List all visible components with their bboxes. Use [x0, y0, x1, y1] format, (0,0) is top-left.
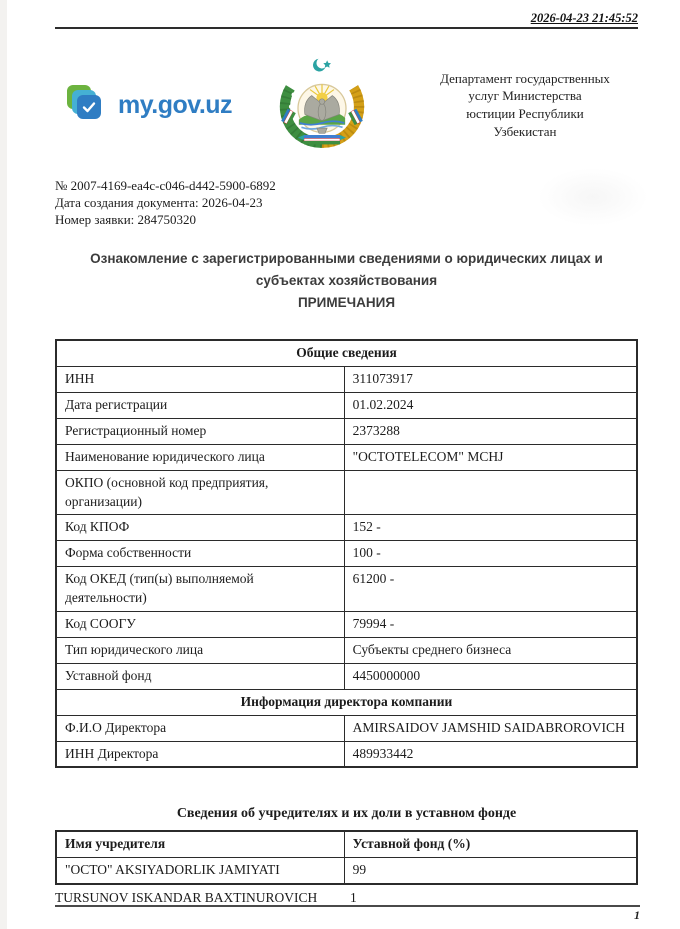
table-row [56, 470, 637, 515]
table-row [56, 393, 637, 419]
department-line: услуг Министерства [468, 88, 582, 104]
row-value: "OCTOTELECOM" MCHJ [344, 444, 637, 470]
section-header-director: Информация директора компании [56, 689, 637, 715]
issuing-department [412, 70, 638, 140]
table-section-header-row [56, 340, 637, 366]
row-value: 311073917 [344, 367, 637, 393]
table-row [56, 637, 637, 663]
table-row [56, 663, 637, 689]
founder-share: 1 [349, 890, 357, 906]
table-row [56, 612, 637, 638]
row-label: Ф.И.О Директора [56, 715, 344, 741]
row-value [344, 470, 637, 515]
department-line: Узбекистан [493, 123, 557, 139]
row-label: Форма собственности [56, 541, 344, 567]
uzbekistan-emblem-icon [279, 57, 365, 153]
logo-checkmark-icon [77, 95, 101, 119]
department-line: Департамент государственных [440, 70, 610, 86]
founder-share: 99 [344, 858, 637, 884]
header-rule [55, 0, 638, 29]
page-footer [55, 905, 640, 923]
row-value: 2373288 [344, 418, 637, 444]
row-label: Регистрационный номер [56, 418, 344, 444]
table-section-header-row [56, 689, 637, 715]
table-row [56, 444, 637, 470]
table-row [56, 858, 637, 884]
row-value: 152 - [344, 515, 637, 541]
founder-name: "OCTO" AKSIYADORLIK JAMIYATI [56, 858, 344, 884]
section-header-general: Общие сведения [56, 340, 637, 366]
document-page [55, 0, 638, 906]
department-line: юстиции Республики [466, 106, 584, 121]
faint-stamp-remnant [538, 168, 648, 226]
row-value: 489933442 [344, 741, 637, 767]
row-value: 79994 - [344, 612, 637, 638]
row-value: 4450000000 [344, 663, 637, 689]
mygovuz-logo-icon [67, 85, 107, 125]
general-info-table [55, 339, 638, 768]
application-number: Номер заявки: 284750320 [55, 212, 197, 228]
document-title-main: Ознакомление с зарегистрированными сведениями о юридических лицах и субъектах хозяйствования [90, 251, 603, 289]
founders-overflow-row [55, 890, 638, 906]
row-label: Код ОКЕД (тип(ы) выполняемой деятельности) [56, 567, 344, 612]
founder-name: TURSUNOV ISKANDAR BAXTINUROVICH [55, 890, 318, 906]
table-row [56, 741, 637, 767]
document-number: № 2007-4169-ea4c-c046-d442-5900-6892 [55, 178, 276, 193]
table-row [56, 515, 637, 541]
row-value: Субъекты среднего бизнеса [344, 637, 637, 663]
row-label: ИНН Директора [56, 741, 344, 767]
row-label: Наименование юридического лица [56, 444, 344, 470]
founders-table [55, 830, 638, 885]
founders-section-title: Сведения об учредителях и их доли в уставном фонде [176, 806, 517, 822]
row-label: ОКПО (основной код предприятия, организации) [56, 470, 344, 515]
creation-date: Дата создания документа: 2026-04-23 [55, 195, 263, 211]
row-label: Тип юридического лица [56, 637, 344, 663]
table-row [56, 567, 637, 612]
document-header [55, 57, 638, 153]
row-label: ИНН [56, 367, 344, 393]
mygovuz-logo [67, 85, 232, 125]
table-row [56, 418, 637, 444]
row-label: Код КПОФ [56, 515, 344, 541]
page-number: 1 [634, 908, 640, 922]
row-value: AMIRSAIDOV JAMSHID SAIDABROROVICH [344, 715, 637, 741]
table-row [56, 541, 637, 567]
founders-col-share: Уставной фонд (%) [344, 831, 637, 857]
row-value: 01.02.2024 [344, 393, 637, 419]
table-row [56, 715, 637, 741]
print-timestamp: 2026-04-23 21:45:52 [530, 11, 638, 25]
row-label: Дата регистрации [56, 393, 344, 419]
row-label: Код СООГУ [56, 612, 344, 638]
row-value: 61200 - [344, 567, 637, 612]
document-title-sub: ПРИМЕЧАНИЯ [297, 294, 396, 310]
row-label: Уставной фонд [56, 663, 344, 689]
page-left-margin [0, 0, 7, 929]
table-header-row [56, 831, 637, 857]
founders-col-name: Имя учредителя [56, 831, 344, 857]
table-row [56, 367, 637, 393]
row-value: 100 - [344, 541, 637, 567]
mygovuz-logo-text: my.gov.uz [118, 90, 233, 119]
document-title [55, 248, 638, 313]
